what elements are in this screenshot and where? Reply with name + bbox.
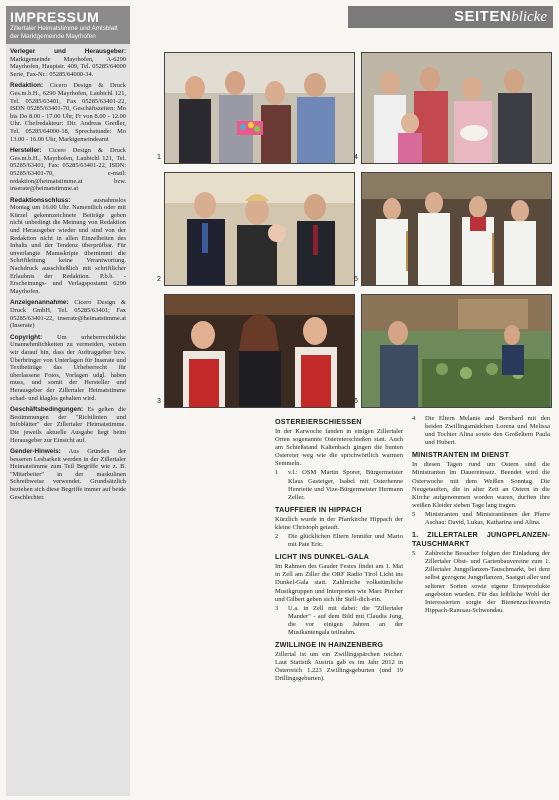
impressum-section: [6, 406, 130, 444]
impressum-section: [6, 448, 130, 501]
text-column-2: [412, 414, 550, 616]
caption-number: 1: [275, 469, 279, 477]
caption-text: v.l.: OSM Martin Sporer, Bürgermeister Klaus Gasteiger, Isabel mit Osterhenne Henriette und Vize-Bürgermeister Hermann Zeller.: [288, 469, 403, 501]
caption-item: [275, 469, 403, 501]
section-text: Marktgemeinde Mayrhofen, A-6290 Mayrhofen, Hauptstr. 409, Tel. 05285/64000 Serie, Fax-Nr.: 05285/64000-34.: [10, 55, 126, 78]
section-text: Cicero Design & Druck Ges.m.b.H., Mayrhofen, Laubichl 121, Tel. 05285/63401, Fax: 05285/63401-22, ISDN: 05285/63401-70, e-mail: redaktion@heimatstimme.at bzw. inserate@heimatstimme.at: [10, 147, 126, 193]
caption-item: [412, 550, 550, 615]
photo-zwillinge: [361, 52, 552, 164]
photo-ministranten: [361, 172, 552, 286]
caption-text: U.a. in Zell mit dabei: die "Zillertaler Mander" - auf dem Bild mit Claudia Jung, die vor einigen Jahren an der Musikantengala teilnahm.: [288, 604, 403, 636]
caption-item: [275, 533, 403, 549]
text-column-1: [275, 414, 403, 683]
caption-item: [275, 605, 403, 637]
caption-text: Zahlreiche Besucher folgten der Einladung der Zillertaler Obst- und Gartenbauvereine zum 1. Zillertaler Jungpflanzen-Tauschmarkt, bei dem selbst gezogene Jungpflanzen, Saatgut aller und seltener Sorten sowie eigene Ernteprodukte angeboten wurden. Für das leibliche Wohl der Interessierten sorgte der Bienenzuchtverein Hippach-Ramsau-Schwendau.: [425, 550, 550, 614]
section-label: Verleger und Herausgeber:: [10, 48, 126, 55]
banner-sub: blicke: [511, 9, 547, 25]
heading-zwillinge: ZWILLINGE IN HAINZENBERG: [275, 640, 384, 650]
body-dunkelgala: Im Rahmen des Gauder Festes findet am 1. Mai in Zell am Ziller die ORF Radio Tirol Licht ins Dunkel-Gala statt. Zahlreiche volkstümliche Musikgruppen und Interpreten wie Marc Pircher und Gilbert geben sich ihr Stell-dich-ein.: [275, 563, 403, 603]
section-text: Um urheberrechtliche Unannehmlichkeiten zu vermeiden, weisen wir darauf hin, dass der Auftraggeber bzw. Überbringer von Unterlagen für Inserate und Textbeiträge das Urheberrecht für überlassene Fotos, Vorlagen udgl. haben muss, und somit der Hersteller und Herausgeber der Zillertaler Heimatstimme schad- und klaglos gehalten wird.: [10, 333, 126, 402]
section-text: ausnahmslos Montag um 16.00 Uhr. Namentlich oder mit Kürzel gekennzeichnete Beiträge geben nicht unbedingt die Meinung von Redaktion und Herausgeber wieder und sind von der Redaktion nicht in allen Einzelheiten des Inhalts und der Tendenz überprüfbar. Für unverlangte Manuskripte übernimmt die Schriftleitung keine Verantwortung. Nachdruck ausschließlich mit schriftlicher Erlaubnis der Redaktion. P.b.b. - Erscheinungs- und Verlagspostamt 6290 Mayrhofen.: [10, 196, 126, 295]
section-label: Redaktionsschluss:: [10, 196, 71, 204]
photo-dunkelgala: [164, 294, 355, 408]
photo-tauffeier: [164, 172, 355, 286]
photo-number: 2: [157, 276, 161, 283]
heading-jungpflanzen: 1. ZILLERTALER JUNGPFLANZEN-TAUSCHMARKT: [412, 530, 550, 549]
body-ostereierschiessen: In der Karwoche fanden in einigen Zillertaler Orten sogenannte Ostereierschießen statt. Auch am Schießstand Kaltenbach gingen die bunten Ostereier weg wie die sprichwörtlich warmen Semmeln.: [275, 428, 403, 468]
banner-main: SEITEN: [454, 8, 512, 25]
impressum-section: [6, 334, 130, 402]
caption-text: Ministranten und Ministrantinnen der Pfarre Aschau: David, Lukas, Katharina und Alina.: [425, 510, 550, 527]
heading-tauffeier: TAUFFEIER IN HIPPACH: [275, 504, 362, 514]
body-ministranten: In diesen Tagen rund um Ostern sind die Ministranten im Dauereinsatz. Beendet wird die Osterwoche mit dem Weißen Sonntag. Die Neugetauften, die in alter Zeit an Ostern in die Kirche aufgenommen worden waren, durften ihre weißen Kleider sieben Tage lang tragen.: [412, 461, 550, 509]
caption-item: [412, 511, 550, 527]
section-banner: [348, 6, 553, 28]
section-text: Cicero Design & Druck GmbH, Tel. 05285/63401; Fax 05285/63401-22, inserate@heimatstimme.at (Inserate): [10, 299, 126, 330]
impressum-column: [6, 6, 130, 796]
section-text: Aus Gründen der besseren Lesbarkeit werden in der Zillertaler Heimatstimme zum Teil Begriffe wie z. B. "Mitarbeiter" in der maskulinen Schreibweise verwendet. Grundsätzlich beziehen sich diese Begriffe immer auf beide Geschlechter.: [10, 448, 126, 501]
body-zwillinge: Zillertal ist um ein Zwillingspärchen reicher. Laut Statistik Austria gab es im Jahr 2012 in Österreich 1.223 Zwillingsgeburten (und 19 Drillingsgeburten).: [275, 651, 403, 683]
impressum-header: [6, 6, 130, 44]
impressum-section: [6, 82, 130, 143]
photo-number: 4: [354, 154, 358, 161]
photo-number: 1: [157, 154, 161, 161]
impressum-title: IMPRESSUM: [10, 9, 100, 25]
caption-number: 3: [275, 604, 279, 612]
caption-number: 5: [412, 550, 416, 558]
section-label: Copyright:: [10, 333, 43, 341]
impressum-section: [6, 147, 130, 193]
caption-item: [412, 415, 550, 447]
photo-ostereierschiessen: [164, 52, 355, 164]
heading-ministranten: MINISTRANTEN IM DIENST: [412, 450, 510, 460]
caption-number: 5: [412, 510, 416, 518]
impressum-subtitle: Zillertaler Heimatstimme und Amtsblatt der Marktgemeinde Mayrhofen: [10, 25, 118, 40]
section-text: Cicero Design & Druck Ges.m.b.H., 6290 Mayrhofen, Laubichl 121, Tel. 05285/63401, Fax 05285/63401-22, ISDN 05285/63401-70, Geschäftszeiten: Mo bis Do 8.00 - 17.00 Uhr, Fr von 8.00 - 12.00 Uhr. Chefredakteur: Dir. Andreas Gredler, Tel. 05285/64000-18, Sprechstunde: Mo 13.00 - 16.00 Uhr, Marktgemeindeamt: [10, 82, 126, 143]
photo-jungpflanzen: [361, 294, 552, 408]
photo-number: 3: [157, 398, 161, 405]
impressum-section: [6, 299, 130, 329]
section-label: Redaktion:: [10, 82, 44, 90]
impressum-section: [6, 197, 130, 296]
caption-number: 2: [275, 533, 279, 541]
heading-ostereierschiessen: OSTEREIERSCHIESSEN: [275, 417, 362, 426]
photo-number: 5: [354, 276, 358, 283]
caption-text: Die glücklichen Eltern Jennifer und Mario mit Pate Eric.: [288, 533, 403, 549]
section-label: Anzeigenannahme:: [10, 299, 69, 307]
photo-number: 6: [354, 398, 358, 405]
section-label: Gender-Hinweis:: [10, 448, 61, 456]
caption-text: Die Eltern Melanie and Bernhard mit den beiden Zwillingsmädchen Lorena und Melissa und Tochter Alina sowie den Großeltern Paula und Hubert.: [425, 415, 550, 447]
caption-number: 4: [412, 415, 416, 422]
heading-dunkelgala: LICHT INS DUNKEL-GALA: [275, 552, 370, 562]
impressum-section: [6, 48, 130, 78]
body-tauffeier: Kürzlich wurde in der Pfarrkirche Hippach der kleine Christoph getauft.: [275, 515, 403, 531]
section-label: Hersteller:: [10, 147, 42, 155]
section-label: Geschäftsbedingungen:: [10, 406, 84, 414]
section-text: Es gelten die Bestimmungen der "Richtlinien und Infoblätter" der Zillertaler Heimatstimme. Die jeweils aktuelle Ausgabe liegt beim Herausgeber zur Einsicht auf.: [10, 406, 126, 444]
